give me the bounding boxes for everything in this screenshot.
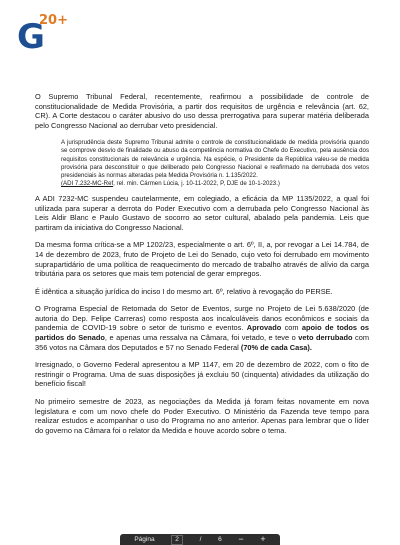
jurisprudence-quote [61, 139, 369, 188]
page-label: Página [134, 536, 155, 543]
paragraph-adi: A ADI 7232-MC suspendeu cautelarmente, em colegiado, a eficácia da MP 1135/2022, a qual foi utilizada para superar a derrota do Poder Executivo com a derrubada pelo Congresso Nacional às Leis Aldir Blanc e Paulo Gustavo de socorro ao setor cultural, abalado pela pandemia. Leis que partiram da iniciativa do Congresso Nacional. [35, 193, 369, 232]
logo-superscript: 20+ [39, 13, 68, 28]
page-separator: / [199, 536, 202, 543]
logo-letter: G [17, 17, 45, 57]
programa-text-3: , e apenas uma ressalva na Câmara, foi vetado, e teve o [104, 333, 299, 343]
total-pages: 6 [218, 536, 222, 543]
paragraph-stf: O Supremo Tribunal Federal, recentemente, reafirmou a possibilidade de controle de constitucionalidade de Medida Provisória, a partir dos requisitos de urgência e relevância (art. 62, CR). A Corte destacou o caráter abusivo do uso dessa prerrogativa para superar matéria deliberada pelo Congresso Nacional ao derrubar veto presidencial. [35, 92, 369, 130]
paragraph-mp-1202: Da mesma forma crítica-se a MP 1202/23, especialmente o art. 6º, II, a, por revogar a Lei 14.784, de 14 de dezembro de 2023, fruto de Projeto de Lei do Senado, cujo veto foi derrubado em movimento suprapartidário de uma política de reaquecimento do mercado de trabalho através de alívio da carga tributária para os setores que mais tem potencial de gerar empregos. [35, 240, 369, 279]
programa-text-2: com [281, 323, 302, 333]
page-navigation-bar [120, 534, 280, 545]
bold-apoio: apoio de todos os partidos do Senado [35, 323, 369, 343]
document-body [35, 92, 369, 435]
bold-percent: (70% de cada Casa). [240, 342, 312, 352]
quote-reference-text: , rel. min. Cármen Lúcia, j. 10-11-2022, P, DJE de 10-1-2023.) [113, 179, 280, 187]
zoom-in-icon[interactable]: + [260, 534, 266, 544]
paragraph-perse: É idêntica a situação jurídica do inciso I do mesmo art. 6º, relativo à revogação do PERSE. [35, 286, 333, 296]
programa-text-4: com 356 votos na Câmara dos Deputados e 57 no Senado Federal [35, 333, 370, 352]
zoom-out-icon[interactable]: − [238, 534, 244, 544]
programa-text: O Programa Especial de Retomada do Setor de Eventos, surge no Projeto de Lei 5.638/2020 (de autoria do Dep. Felipe Carreras) como resposta aos incalculáveis danos econômicos e sociais da pandemia de COVID-19 sobre o setor de turismo e eventos. [35, 304, 369, 333]
paragraph-mp-1147: Irresignado, o Governo Federal apresentou a MP 1147, em 20 de dezembro de 2022, com o fito de restringir o Programa. Uma de suas disposições já excluiu 50 (cinquenta) atividades da utilização do benefício fiscal! [35, 360, 369, 389]
g20-logo [17, 13, 68, 58]
paragraph-2023: No primeiro semestre de 2023, as negociações da Medida já foram feitas novamente em nova legislatura e com um novo chefe do Poder Executivo. O Ministério da Fazenda teve tempo para realizar estudos e acompanhar o uso do Programa no ano anterior. Apenas para lembrar que o líder do governo na Câmara foi o relator da Medida e houve acordo sobre o tema. [35, 397, 369, 435]
quote-reference-link[interactable]: (ADI 7.232-MC-Ref [61, 179, 114, 187]
bold-aprovado: Aprovado [246, 323, 282, 333]
current-page-input[interactable]: 2 [171, 535, 183, 545]
quote-text: A jurisprudência deste Supremo Tribunal admite o controle de constitucionalidade de medida provisória quando se comprove desvio de finalidade ou abuso da competência normativa do Chefe do Executivo, pela ausência dos requisitos constitucionais de relevância e urgência. Na espécie, o Presidente da República valeu-se de medida provisória para desconstituir o que deliberado pelo Congresso Nacional e reafirmado na derrubada dos vetos presidenciais às normas alteradas pela Medida Provisória n. 1.135/2022. [61, 139, 369, 179]
paragraph-programa [35, 304, 369, 352]
bold-veto: veto derrubado [298, 333, 353, 343]
